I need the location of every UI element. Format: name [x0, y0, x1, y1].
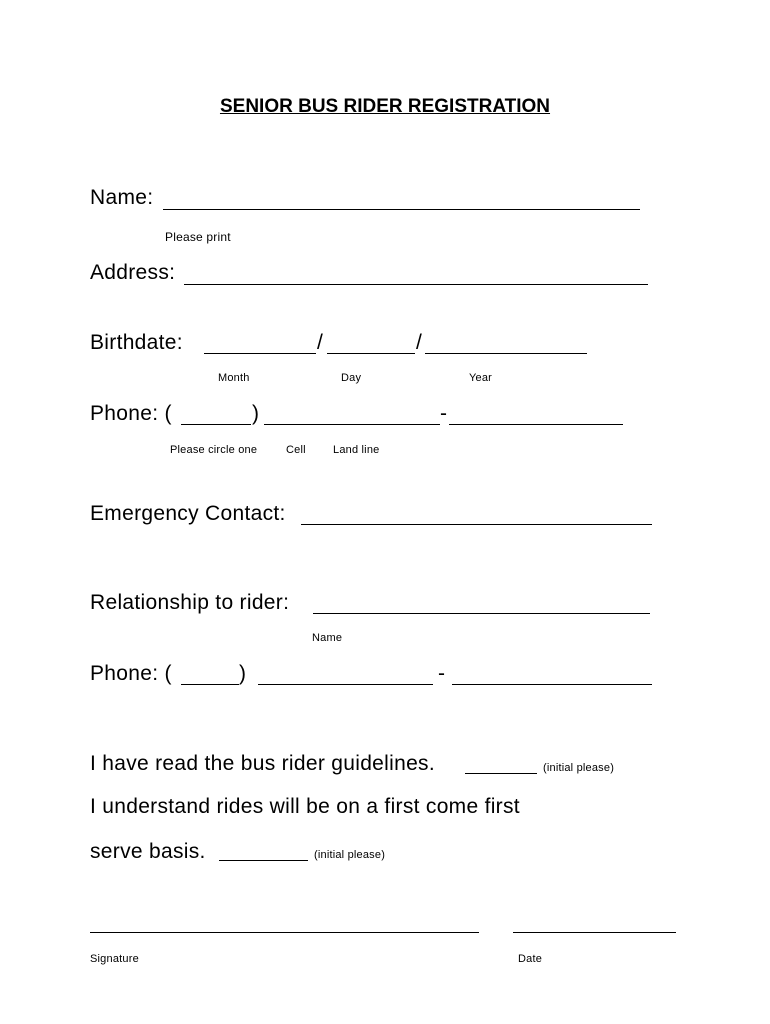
phone-label: Phone: ( — [90, 402, 172, 425]
name-hint: Please print — [165, 230, 231, 244]
phone2-dash: - — [438, 662, 446, 685]
understand-statement-line2: serve basis. — [90, 840, 206, 863]
form-title: SENIOR BUS RIDER REGISTRATION — [219, 96, 551, 117]
birth-month-field[interactable] — [204, 353, 316, 354]
name-field[interactable] — [163, 209, 640, 210]
phone2-label: Phone: ( — [90, 662, 172, 685]
phone-line-field[interactable] — [449, 424, 623, 425]
understand-statement-line1: I understand rides will be on a first come first — [90, 795, 520, 818]
phone-option-landline[interactable]: Land line — [333, 444, 380, 456]
signature-label: Signature — [90, 953, 139, 965]
phone-circle-hint: Please circle one — [170, 444, 258, 456]
guidelines-initial-hint: (initial please) — [543, 762, 615, 774]
emergency-contact-field[interactable] — [301, 524, 652, 525]
phone-area-code-field[interactable] — [181, 424, 251, 425]
phone-close-paren: ) — [252, 402, 260, 425]
emergency-contact-label: Emergency Contact: — [90, 502, 286, 525]
date-field[interactable] — [513, 932, 676, 933]
understand-initial-field[interactable] — [219, 860, 308, 861]
understand-initial-hint: (initial please) — [314, 849, 386, 861]
phone2-area-code-field[interactable] — [181, 684, 239, 685]
birth-year-field[interactable] — [425, 353, 587, 354]
birth-day-field[interactable] — [327, 353, 415, 354]
address-field[interactable] — [184, 284, 648, 285]
signature-field[interactable] — [90, 932, 479, 933]
phone-prefix-field[interactable] — [264, 424, 440, 425]
name-label: Name: — [90, 186, 154, 209]
guidelines-initial-field[interactable] — [465, 773, 537, 774]
phone2-close-paren: ) — [239, 662, 247, 685]
relationship-label: Relationship to rider: — [90, 591, 290, 614]
birthdate-sep-1: / — [317, 331, 324, 354]
phone-dash: - — [440, 402, 448, 425]
birth-day-hint: Day — [341, 372, 362, 384]
phone2-prefix-field[interactable] — [258, 684, 433, 685]
relationship-hint: Name — [312, 632, 343, 644]
phone2-line-field[interactable] — [452, 684, 652, 685]
date-label: Date — [518, 953, 543, 965]
birthdate-sep-2: / — [416, 331, 423, 354]
guidelines-statement: I have read the bus rider guidelines. — [90, 752, 435, 775]
birth-year-hint: Year — [469, 372, 493, 384]
birth-month-hint: Month — [218, 372, 250, 384]
birthdate-label: Birthdate: — [90, 331, 183, 354]
address-label: Address: — [90, 261, 176, 284]
phone-option-cell[interactable]: Cell — [286, 444, 306, 456]
relationship-field[interactable] — [313, 613, 650, 614]
